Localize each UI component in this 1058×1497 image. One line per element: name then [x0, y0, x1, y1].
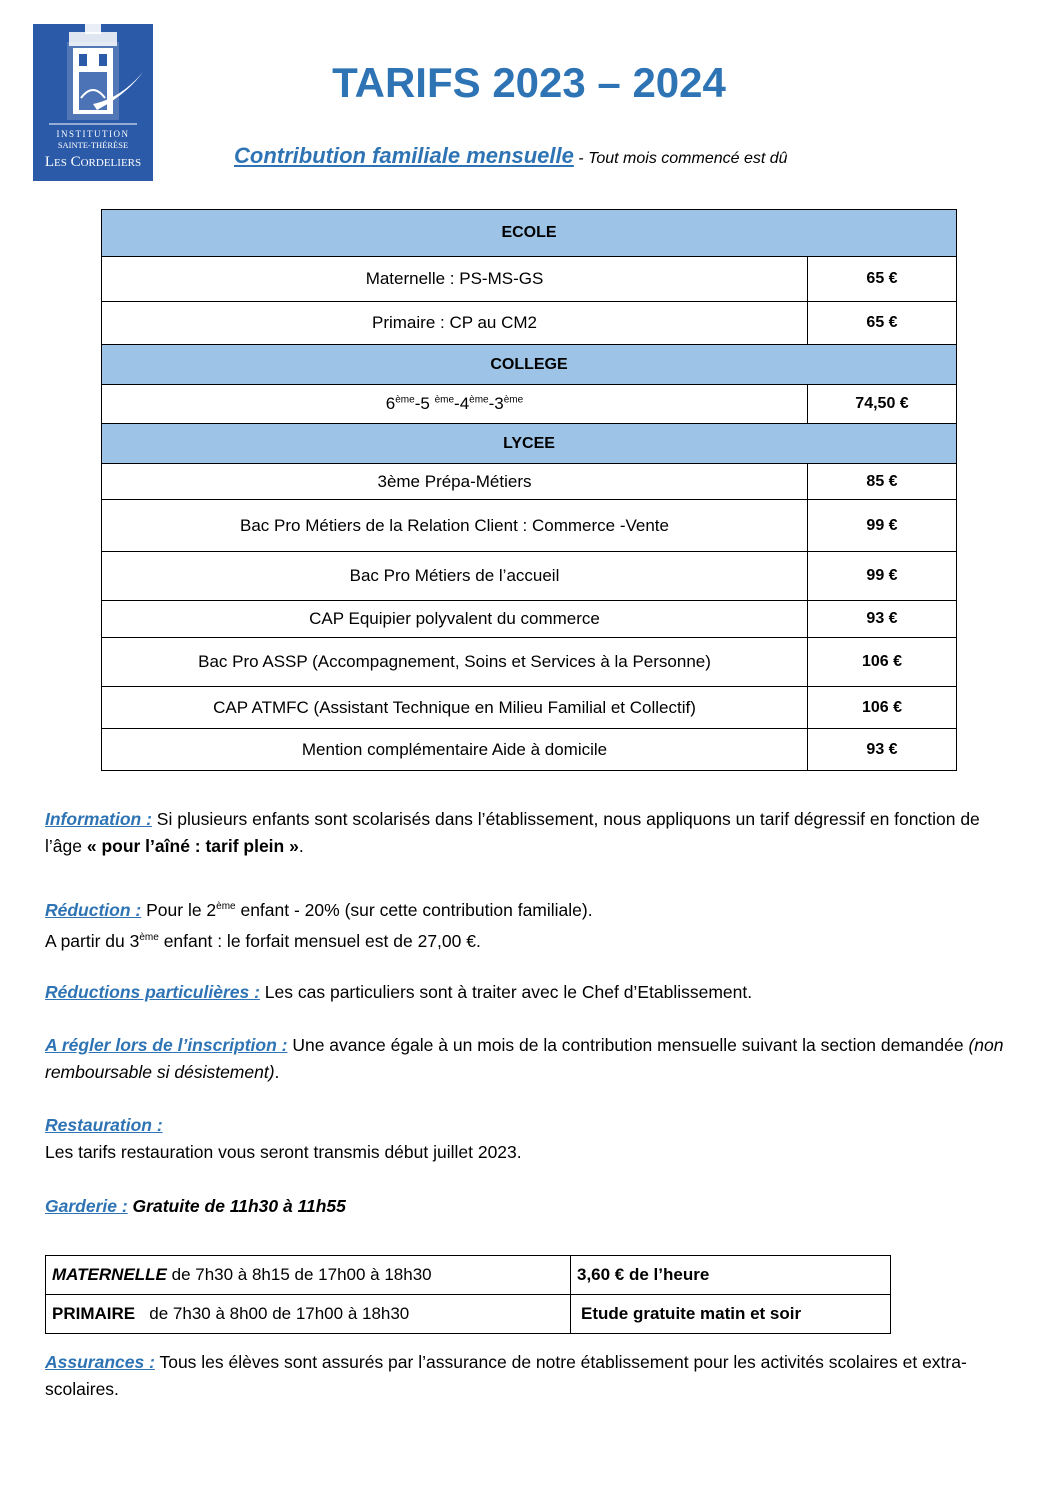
table-row — [101, 729, 957, 771]
row-price: 93 € — [866, 610, 898, 627]
page-title: TARIFS 2023 – 2024 — [332, 59, 726, 106]
section-header-label: ECOLE — [501, 224, 557, 241]
logo-line-cordeliers: Les Cordeliers — [44, 154, 142, 170]
garderie-paragraph — [45, 1193, 1020, 1220]
table-row — [46, 1294, 890, 1333]
reduction-paragraph: Réduction : Pour le 2ème enfant - 20% (sur cette contribution familiale). A partir du 3ème enfant : le forfait mensuel est de 27,00 €. — [45, 899, 593, 951]
inscription-label: A régler lors de l’inscription : — [45, 1035, 288, 1055]
section-header-label: COLLEGE — [490, 355, 568, 373]
garderie-level: PRIMAIRE — [52, 1304, 136, 1323]
garderie-level: MATERNELLE — [52, 1265, 167, 1284]
table-row — [101, 257, 957, 302]
garderie-text: Gratuite de 11h30 à 11h55 — [127, 1196, 346, 1216]
information-paragraph: Information : Si plusieurs enfants sont scolarisés dans l’établissement, nous appliquons un tarif dégressif en fonction de l’âge « pour l’aîné : tarif plein ». — [45, 809, 980, 856]
row-price: 74,50 € — [855, 395, 909, 412]
college-class-4: 4ème — [459, 394, 489, 413]
assurances-text: Tous les élèves sont assurés par l’assurance de notre établissement pour les activités scolaires et extra-scolaires. — [45, 1352, 967, 1399]
section-header-ecole — [101, 209, 957, 257]
information-label: Information : — [45, 809, 152, 829]
row-label: Primaire : CP au CM2 — [102, 302, 808, 344]
restauration-label: Restauration : — [45, 1115, 163, 1135]
restauration-paragraph — [45, 1112, 1020, 1166]
row-price: 106 € — [861, 653, 903, 670]
row-label: 6ème - 5 $^{ème}$ - 4ème - 3ème — [102, 385, 808, 423]
row-label: Bac Pro Métiers de la Relation Client : Commerce -Vente — [102, 500, 808, 551]
row-price: 65 € — [866, 314, 898, 331]
table-row — [101, 552, 957, 601]
reduction-label: Réduction : — [45, 899, 142, 920]
table-row — [101, 601, 957, 638]
row-price: 93 € — [866, 740, 898, 758]
inscription-italic: (non remboursable si désistement) — [45, 1035, 1004, 1082]
row-price: 65 € — [866, 270, 898, 287]
garderie-price: Etude gratuite matin et soir — [581, 1304, 802, 1323]
reductions-particulieres-label: Réductions particulières : — [45, 982, 260, 1002]
garderie-hours: PRIMAIRE de 7h30 à 8h00 de 17h00 à 18h30 — [46, 1295, 571, 1333]
subtitle-main: Contribution familiale mensuelle — [234, 143, 574, 168]
row-label: Bac Pro Métiers de l’accueil — [102, 552, 808, 600]
college-class-5: 5 $^{ème}$ — [420, 394, 455, 413]
garderie-price: 3,60 € de l’heure — [577, 1265, 710, 1284]
table-row — [101, 302, 957, 345]
garderie-hours: MATERNELLE de 7h30 à 8h15 de 17h00 à 18h30 — [46, 1256, 571, 1294]
table-row — [101, 500, 957, 552]
inscription-paragraph: A régler lors de l’inscription : Une avance égale à un mois de la contribution mensuelle suivant la section demandée (non remboursable si désistement). — [45, 1035, 1004, 1082]
row-price: 106 € — [861, 698, 903, 716]
garderie-label: Garderie : — [45, 1196, 128, 1216]
inscription-text: Une avance égale à un mois de la contribution mensuelle suivant la section demandée — [287, 1035, 969, 1055]
college-class-6: 6ème — [385, 394, 415, 413]
row-label: Mention complémentaire Aide à domicile — [102, 729, 808, 770]
row-label: 3ème Prépa-Métiers — [102, 464, 808, 499]
table-row — [101, 464, 957, 500]
restauration-text: Les tarifs restauration vous seront transmis début juillet 2023. — [45, 1142, 522, 1162]
reductions-particulieres-text: Les cas particuliers sont à traiter avec le Chef d’Etablissement. — [259, 982, 753, 1002]
section-header-lycee — [101, 424, 957, 464]
information-bold: « pour l’aîné : tarif plein » — [86, 836, 299, 856]
garderie-table — [45, 1255, 891, 1334]
table-row — [101, 385, 957, 424]
row-label: Maternelle : PS-MS-GS — [102, 257, 808, 301]
reductions-particulieres-paragraph — [45, 979, 1020, 1006]
row-label: Bac Pro ASSP (Accompagnement, Soins et Services à la Personne) — [102, 638, 808, 686]
row-price: 85 € — [866, 472, 898, 490]
tarifs-table — [101, 209, 957, 771]
row-label: CAP ATMFC (Assistant Technique en Milieu Familial et Collectif) — [102, 687, 808, 728]
college-class-3: 3ème — [494, 394, 524, 413]
table-row — [101, 687, 957, 729]
section-header-label: LYCEE — [503, 434, 555, 452]
table-row — [101, 638, 957, 687]
row-label: CAP Equipier polyvalent du commerce — [102, 601, 808, 637]
section-header-college — [101, 345, 957, 385]
table-row — [46, 1256, 890, 1294]
row-price: 99 € — [866, 516, 898, 534]
logo-line-institution: INSTITUTION — [56, 129, 130, 139]
page-subtitle — [234, 143, 788, 169]
assurances-label: Assurances : — [45, 1352, 155, 1372]
row-price: 99 € — [866, 567, 898, 584]
assurances-paragraph — [45, 1349, 1020, 1403]
subtitle-note: - Tout mois commencé est dû — [573, 150, 788, 167]
logo-line-sainte-therese: SAINTE-THÉRÈSE — [57, 140, 129, 150]
information-text: Si plusieurs enfants sont scolarisés dans l’établissement, nous appliquons un tarif dégressif en fonction de l’âge — [45, 809, 980, 856]
